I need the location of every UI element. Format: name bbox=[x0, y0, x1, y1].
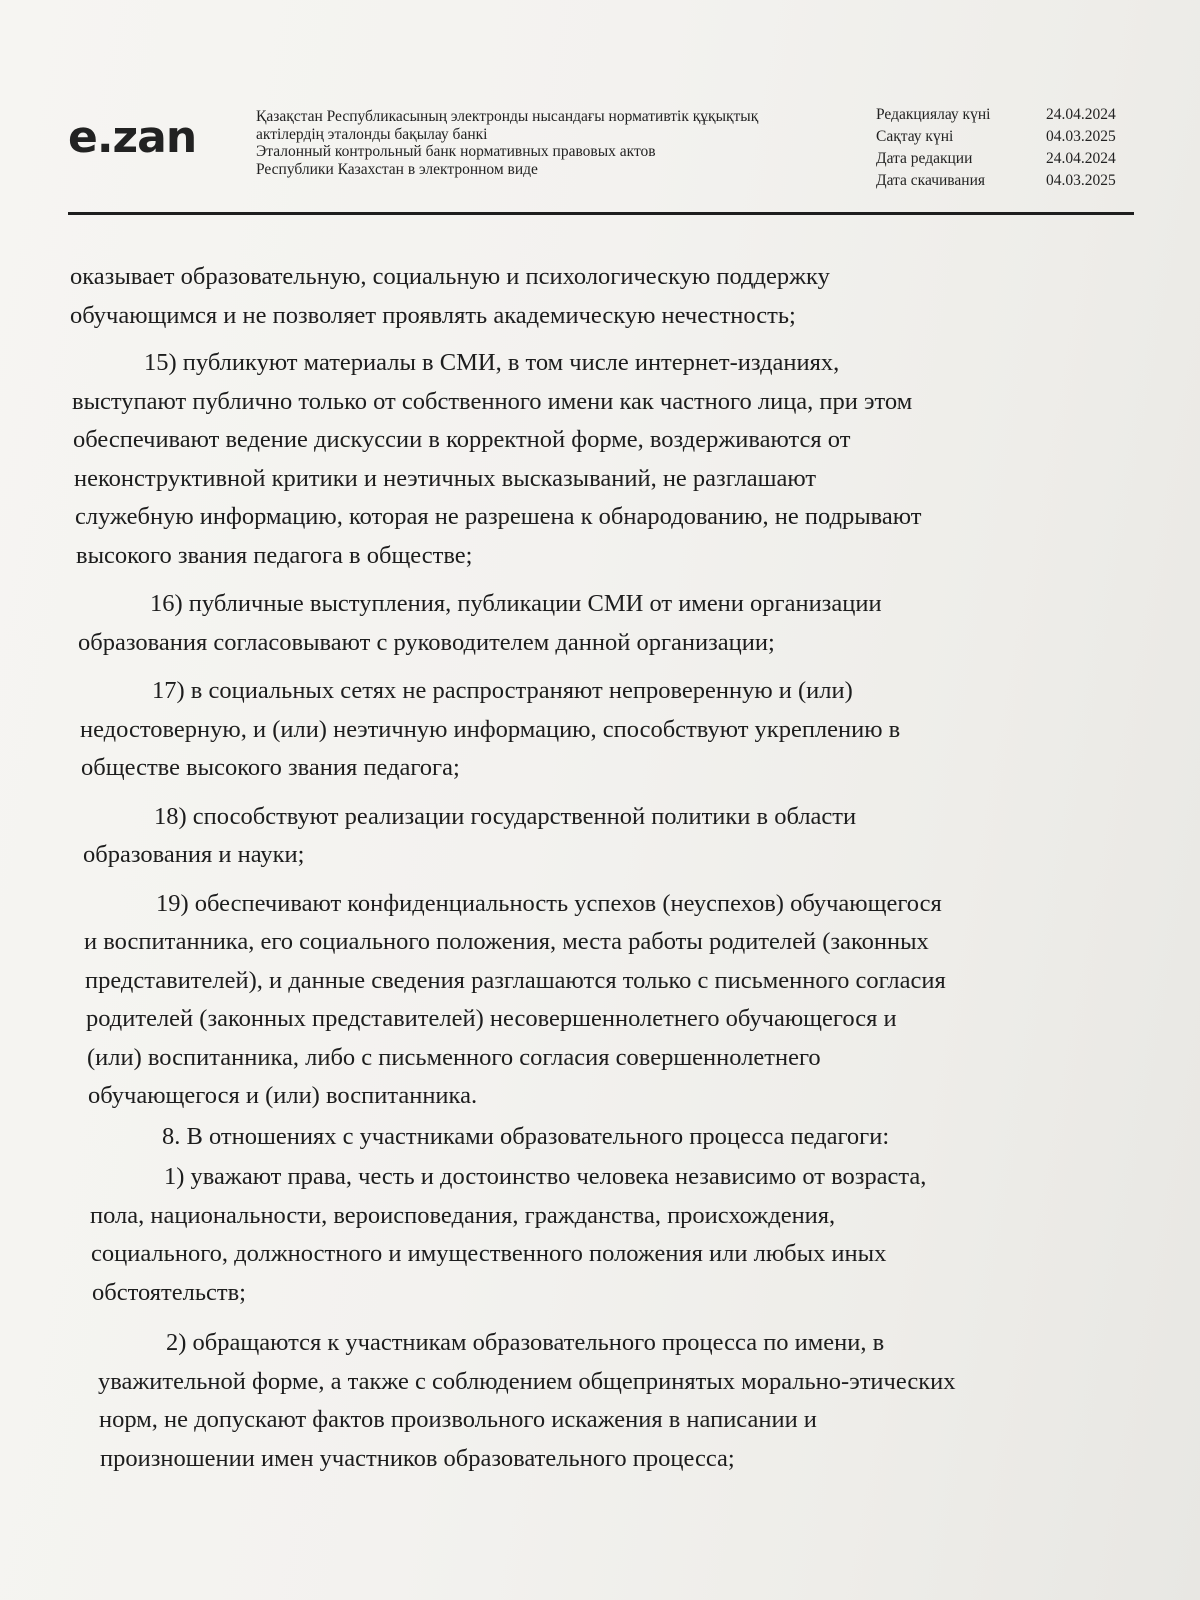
text-line: уважительной форме, а также с соблюдением общепринятых морально-этических bbox=[98, 1367, 956, 1395]
meta-label: Дата скачивания bbox=[876, 172, 986, 189]
text-line: обстоятельств; bbox=[92, 1278, 246, 1306]
text-line: высокого звания педагога в обществе; bbox=[76, 541, 473, 569]
text-line: представителей), и данные сведения разглашаются только с письменного согласия bbox=[85, 966, 946, 994]
text-line: родителей (законных представителей) несовершеннолетнего обучающегося и bbox=[86, 1005, 897, 1032]
meta-value: 04.03.2025 bbox=[1046, 128, 1116, 145]
meta-label: Дата редакции bbox=[876, 150, 973, 167]
meta-value: 04.03.2025 bbox=[1046, 172, 1116, 189]
ezan-logo: e.zan bbox=[68, 112, 197, 163]
text-line: недостоверную, и (или) неэтичную информацию, способствуют укреплению в bbox=[80, 715, 901, 743]
text-line: обеспечивают ведение дискуссии в корректной форме, воздерживаются от bbox=[73, 426, 851, 453]
text-line: 1) уважают права, честь и достоинство человека независимо от возраста, bbox=[164, 1163, 927, 1190]
text-line: образования и науки; bbox=[83, 841, 305, 868]
header-divider bbox=[68, 212, 1134, 215]
text-line: (или) воспитанника, либо с письменного согласия совершеннолетнего bbox=[87, 1043, 821, 1071]
text-line: выступают публично только от собственного имени как частного лица, при этом bbox=[72, 387, 913, 415]
meta-row bbox=[876, 104, 1136, 126]
text-line: служебную информацию, которая не разрешена к обнародованию, не подрывают bbox=[75, 503, 922, 530]
paragraph-item-18 bbox=[70, 798, 1130, 875]
meta-label: Редакциялау күні bbox=[876, 106, 991, 123]
source-line: Қазақстан Республикасының электронды нысандағы нормативтік құқықтық bbox=[256, 108, 759, 125]
text-line: обучающимся и не позволяет проявлять академическую нечестность; bbox=[70, 301, 796, 329]
paragraph-14-continuation bbox=[70, 258, 1130, 335]
source-bank-caption bbox=[256, 108, 758, 178]
meta-row bbox=[876, 148, 1136, 170]
text-line: 17) в социальных сетях не распространяют непроверенную и (или) bbox=[152, 677, 853, 704]
paragraph-item-16 bbox=[70, 585, 1130, 662]
source-line: актілердің эталонды бақылау банкі bbox=[256, 125, 488, 143]
text-line: 8. В отношениях с участниками образовательного процесса педагоги: bbox=[162, 1122, 890, 1150]
section-8-heading bbox=[70, 1118, 1130, 1157]
text-line: произношении имен участников образовательного процесса; bbox=[100, 1444, 735, 1472]
text-line: 2) обращаются к участникам образовательного процесса по имени, в bbox=[166, 1329, 885, 1356]
document-body bbox=[70, 258, 1130, 1478]
text-line: и воспитанника, его социального положения, места работы родителей (законных bbox=[84, 928, 929, 955]
text-line: оказывает образовательную, социальную и психологическую поддержку bbox=[70, 263, 830, 290]
text-line: 16) публичные выступления, публикации СМИ от имени организации bbox=[150, 590, 882, 617]
paragraph-item-17 bbox=[70, 672, 1130, 788]
paragraph-item-19 bbox=[70, 885, 1130, 1116]
text-line: 18) способствуют реализации государственной политики в области bbox=[154, 802, 857, 830]
paragraph-8-item-1 bbox=[70, 1158, 1130, 1312]
meta-label: Сақтау күні bbox=[876, 128, 954, 145]
text-line: пола, национальности, вероисповедания, гражданства, происхождения, bbox=[90, 1201, 836, 1229]
text-line: образования согласовывают с руководителем данной организации; bbox=[78, 628, 775, 656]
paragraph-item-15 bbox=[70, 344, 1130, 575]
meta-value: 24.04.2024 bbox=[1046, 106, 1116, 123]
text-line: обществе высокого звания педагога; bbox=[81, 754, 460, 781]
meta-row bbox=[876, 126, 1136, 148]
text-line: обучающегося и (или) воспитанника. bbox=[88, 1082, 478, 1109]
meta-row bbox=[876, 170, 1136, 192]
meta-value: 24.04.2024 bbox=[1046, 150, 1116, 167]
document-dates bbox=[876, 104, 1136, 192]
text-line: неконструктивной критики и неэтичных высказываний, не разглашают bbox=[74, 464, 817, 492]
text-line: 15) публикуют материалы в СМИ, в том числе интернет-изданиях, bbox=[144, 349, 840, 376]
source-line: Республики Казахстан в электронном виде bbox=[256, 160, 538, 178]
source-line: Эталонный контрольный банк нормативных правовых актов bbox=[256, 143, 656, 160]
text-line: 19) обеспечивают конфиденциальность успехов (неуспехов) обучающегося bbox=[156, 889, 942, 917]
text-line: норм, не допускают фактов произвольного искажения в написании и bbox=[99, 1406, 817, 1433]
paragraph-8-item-2 bbox=[70, 1324, 1130, 1478]
text-line: социального, должностного и имущественного положения или любых иных bbox=[91, 1240, 887, 1267]
